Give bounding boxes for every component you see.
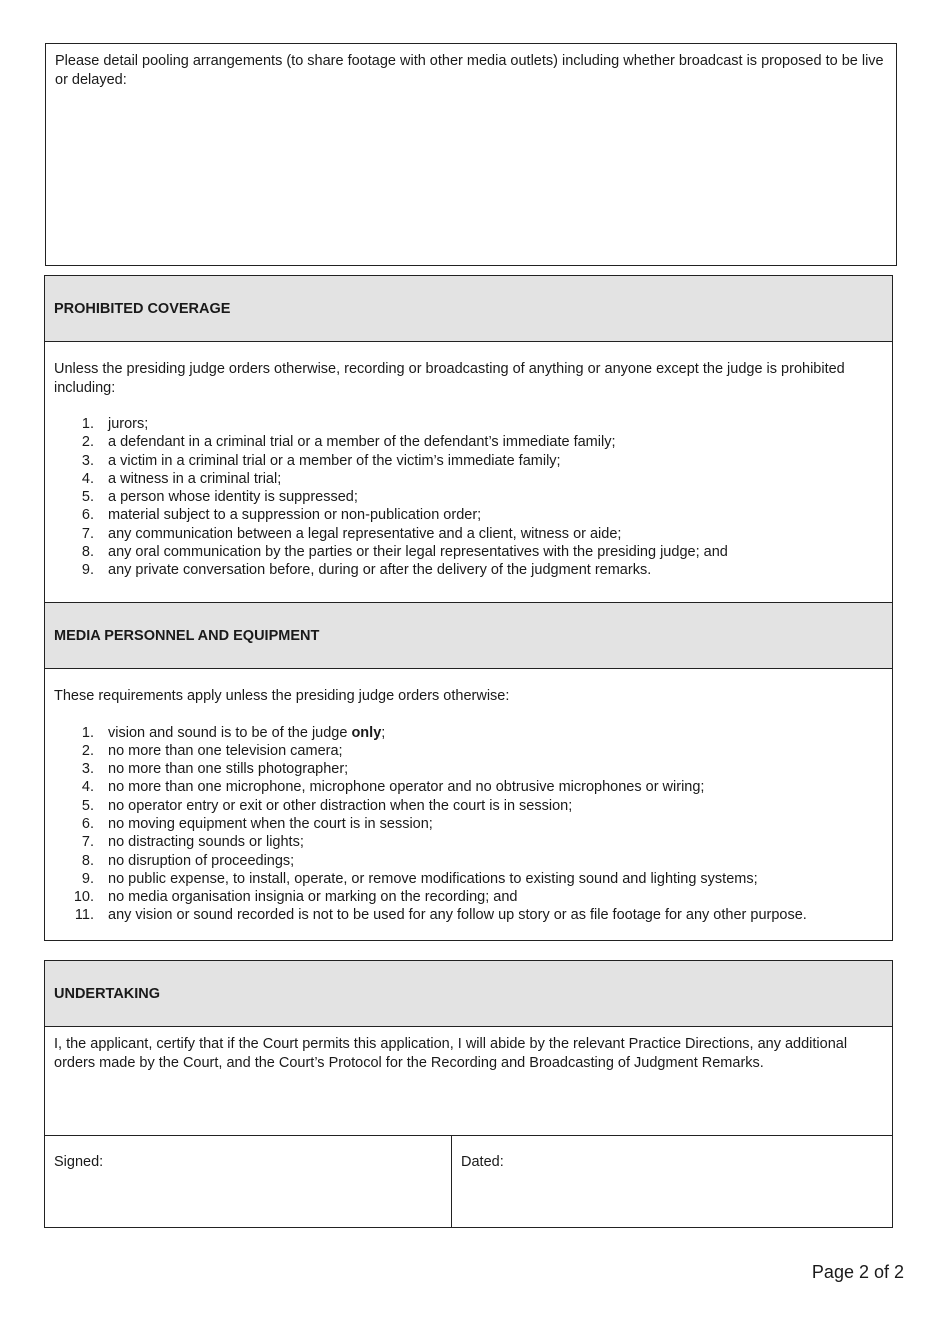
pooling-prompt: Please detail pooling arrangements (to share footage with other media outlets) including whether broadcast is proposed to be live or delayed: xyxy=(55,53,884,88)
list-item xyxy=(54,452,883,470)
list-text: a victim in a criminal trial or a member of the victim’s immediate family; xyxy=(108,452,561,469)
prohibited-coverage-heading: PROHIBITED COVERAGE xyxy=(45,276,892,342)
list-text: a person whose identity is suppressed; xyxy=(108,489,358,506)
list-item xyxy=(54,488,883,506)
list-number: 1. xyxy=(81,724,94,741)
list-text: any communication between a legal representative and a client, witness or aide; xyxy=(108,525,622,542)
list-item xyxy=(54,415,883,433)
list-text: vision and sound is to be of the judge only; xyxy=(108,724,386,741)
list-text: no more than one stills photographer; xyxy=(108,761,349,778)
list-item xyxy=(54,815,883,833)
undertaking-section xyxy=(44,960,893,1228)
list-number: 6. xyxy=(81,815,94,832)
list-text: no moving equipment when the court is in session; xyxy=(108,815,433,832)
list-item xyxy=(54,506,883,524)
list-number: 7. xyxy=(81,834,94,851)
list-text: jurors; xyxy=(108,416,149,432)
list-item xyxy=(54,852,883,870)
list-text: no operator entry or exit or other distraction when the court is in session; xyxy=(108,797,573,814)
list-number: 6. xyxy=(81,507,94,524)
list-number: 5. xyxy=(81,797,94,814)
list-item xyxy=(54,525,883,543)
list-number: 3. xyxy=(81,452,94,469)
media-personnel-section xyxy=(44,602,893,941)
list-number: 2. xyxy=(81,742,94,759)
prohibited-list xyxy=(54,415,883,580)
list-item xyxy=(54,906,883,924)
list-item xyxy=(54,797,883,815)
pooling-box[interactable] xyxy=(45,43,897,266)
list-text: no more than one television camera; xyxy=(108,742,343,759)
list-number: 7. xyxy=(81,525,94,542)
list-number: 5. xyxy=(81,489,94,506)
prohibited-coverage-section xyxy=(44,275,893,604)
list-number: 9. xyxy=(81,870,94,887)
list-text: a defendant in a criminal trial or a member of the defendant’s immediate family; xyxy=(108,434,616,451)
list-text: no public expense, to install, operate, or remove modifications to existing sound and lighting systems; xyxy=(108,870,758,887)
undertaking-heading: UNDERTAKING xyxy=(45,961,892,1027)
list-item xyxy=(54,888,883,906)
list-item xyxy=(54,760,883,778)
list-text: any oral communication by the parties or their legal representatives with the presiding judge; and xyxy=(108,544,728,561)
signed-field[interactable] xyxy=(45,1136,452,1228)
media-list-rest xyxy=(54,742,883,925)
list-item xyxy=(54,778,883,796)
list-text: no more than one microphone, microphone operator and no obtrusive microphones or wiring; xyxy=(108,779,705,796)
list-item xyxy=(54,870,883,888)
dated-label: Dated: xyxy=(461,1154,504,1170)
list-item xyxy=(54,833,883,851)
dated-field[interactable] xyxy=(452,1136,892,1228)
list-item xyxy=(54,561,883,579)
list-item xyxy=(54,543,883,561)
list-item xyxy=(54,724,883,742)
list-text: any private conversation before, during or after the delivery of the judgment remarks. xyxy=(108,562,652,579)
signed-label: Signed: xyxy=(54,1154,104,1170)
list-item xyxy=(54,433,883,451)
list-number: 1. xyxy=(81,416,94,432)
list-number: 8. xyxy=(81,852,94,869)
list-number: 11. xyxy=(74,907,94,924)
list-number: 9. xyxy=(81,562,94,579)
list-number: 2. xyxy=(81,434,94,451)
list-number: 4. xyxy=(81,470,94,487)
list-text: any vision or sound recorded is not to be used for any follow up story or as file footage for any other purpose. xyxy=(108,907,807,924)
list-text: no disruption of proceedings; xyxy=(108,852,295,869)
media-list xyxy=(54,724,883,742)
list-number: 3. xyxy=(81,761,94,778)
list-number: 4. xyxy=(81,779,94,796)
undertaking-text: I, the applicant, certify that if the Court permits this application, I will abide by the relevant Practice Directions, any additional orders made by the Court, and the Court’s Protocol for the Recording and Broadcasting of Judgment Remarks. xyxy=(54,1036,848,1071)
media-intro: These requirements apply unless the presiding judge orders otherwise: xyxy=(54,688,510,704)
list-number: 10. xyxy=(73,889,94,906)
page-number: Page 2 of 2 xyxy=(811,1262,904,1282)
list-text: a witness in a criminal trial; xyxy=(108,470,282,487)
list-text: no media organisation insignia or marking on the recording; and xyxy=(108,889,518,906)
list-number: 8. xyxy=(81,544,94,561)
list-text: material subject to a suppression or non-publication order; xyxy=(108,507,482,524)
prohibited-intro: Unless the presiding judge orders otherwise, recording or broadcasting of anything or anyone except the judge is prohibited including: xyxy=(54,361,845,396)
list-item xyxy=(54,470,883,488)
media-personnel-heading: MEDIA PERSONNEL AND EQUIPMENT xyxy=(45,603,892,669)
signature-row xyxy=(45,1135,892,1228)
list-text: no distracting sounds or lights; xyxy=(108,834,304,851)
list-item xyxy=(54,742,883,760)
